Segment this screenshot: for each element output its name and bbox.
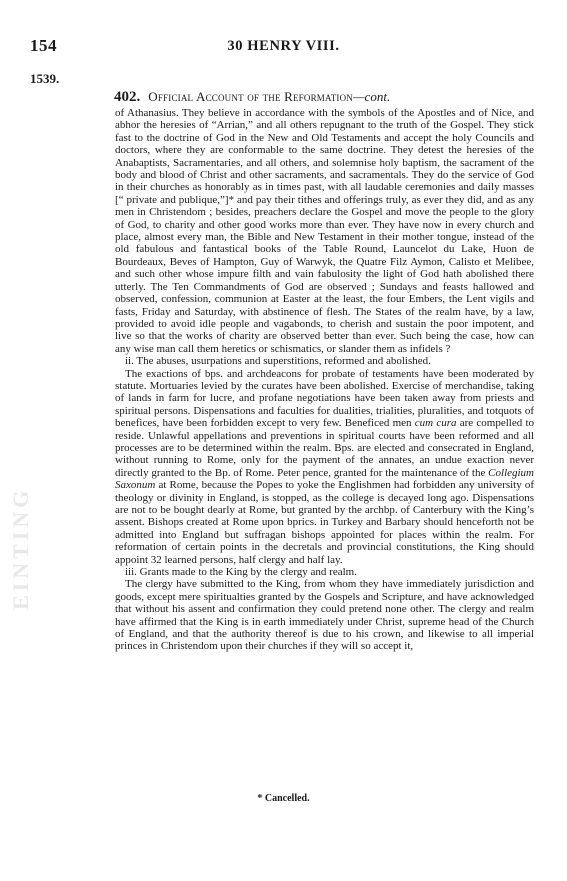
library-stamp-watermark (8, 330, 118, 630)
margin-year: 1539. (30, 71, 60, 86)
paragraph-abuses (115, 368, 534, 567)
italic-cum-cura: cum cura (414, 417, 457, 430)
paragraph-abuses-part-c: at Rome, because the Popes to yoke the Englishmen had forbidden any university of theology or divinity in England, is stopped, as the college is decayed long ago. Dispensations are not to be bought dearly at Rome, but granted by the archbp. of Canterbury with the King’s assent. Bishops created at Rome upon bprics. in Turkey and Barbary should henceforth not be admitted into England but suffragan bishops appointed for places within the realm. For reformation of certain points in the decretals and provincial constitutions, the King should appoint 32 learned persons, half clergy and half lay. (115, 479, 535, 566)
section-heading-grants: iii. Grants made to the King by the clergy and realm. (125, 566, 357, 579)
paragraph-beliefs: of Athanasius. They believe in accordance with the symbols of the Apostles and of Nice, and abhor the heresies of “Arrian,” and all others repugnant to the truth of the Gospel. They stick fast to the doctrine of God in the New and Old Testaments and accept the holy Councils and doctors, where they are conformable to the same doctrine. They detest the heresies of the Anabaptists, Sacramentaries, and all others, and solemnise holy baptism, the sacrament of the body and blood of Christ and other sacraments, and sacramentals. They do the service of God in their churches as honorably as in times past, with all laudable ceremonies and daily masses [“ private and publique,”]* and pay their tithes and offerings truly, as ever they did, and as any men in Christendom ; besides, preachers declare the Gospel and move the people to the glory of God, to charity and other good works more than ever. They have now in every church and place, almost every man, the Bible and New Testament in their mother tongue, instead of the old fabulous and fantastical books of the Table Round, Launcelot du Lake, Huon de Bourdeaux, Beves of Hampton, Guy of Warwyk, the Quatre Filz Aymon, Calisto et Melibee, and such other whose impure filth and vain fabulosity the light of God hath abolished there utterly. The Ten Commandments of God are observed ; Sundays and feasts hallowed and observed, confession, communion at Easter at the least, the four Embers, the Lent vigils and fasts, Friday and Saturday, with abstinence of flesh. The States of the realm have, by a law, provided to avoid idle people and vagabonds, to cherish and sustain the poor impotent, and live so that the works of charity are observed better than ever. Such being the case, how can any wise man call them heretics or schismatics, or slander them as infidels ? (115, 107, 534, 355)
paragraph-grants: The clergy have submitted to the King, from whom they have immediately jurisdiction and goods, except mere spiritualties granted by the Gospels and Scripture, and have acknowledged that without his assent and confirmation they could pretend none other. The clergy and realm have affirmed that the King is in earth immediately under Christ, supreme head of the Church of England, and that the authority thereof is due to his crown, and likewise to all imperial princes in Christendom upon their churches if they will so accept it, (115, 578, 534, 653)
document-body (115, 107, 534, 653)
entry-heading (114, 89, 390, 106)
footnote: * Cancelled. (257, 793, 310, 804)
page-number: 154 (30, 36, 57, 55)
entry-number: 402. (114, 89, 141, 105)
section-heading-abuses: ii. The abuses, usurpations and superstitions, reformed and abolished. (125, 355, 431, 368)
paragraph-abuses-part-b: are compelled to reside. Unlawful appellations and preventions in spiritual courts have been reformed and all processes are to be determined within the realm. Bps. are elected and consecrated in England, without running to Rome, only for the payment of the annates, an undue exaction never directly granted to the Bp. of Rome. Peter pence, granted for the maintenance of the (115, 417, 534, 479)
entry-continued: —cont. (353, 89, 391, 104)
running-title: 30 HENRY VIII. (227, 38, 340, 54)
entry-title: Official Account of the Reformation (148, 89, 353, 104)
paragraph-abuses-part-a: The exactions of bps. and archdeacons for probate of testaments have been moderated by statute. Mortuaries levied by the curates have been abolished. Exercise of merchandise, taking of lands in farm for lucre, and profane negotiations have been taken away from priests and spiritual persons. Dispensations and faculties for dualities, trialities, pluralities, and totquots of benefices, have been forbidden except to very few. Beneficed men (115, 367, 534, 430)
svg-text:EINTING: EINTING (8, 486, 33, 610)
italic-collegium-saxonum: Collegium Saxonum (115, 466, 535, 492)
